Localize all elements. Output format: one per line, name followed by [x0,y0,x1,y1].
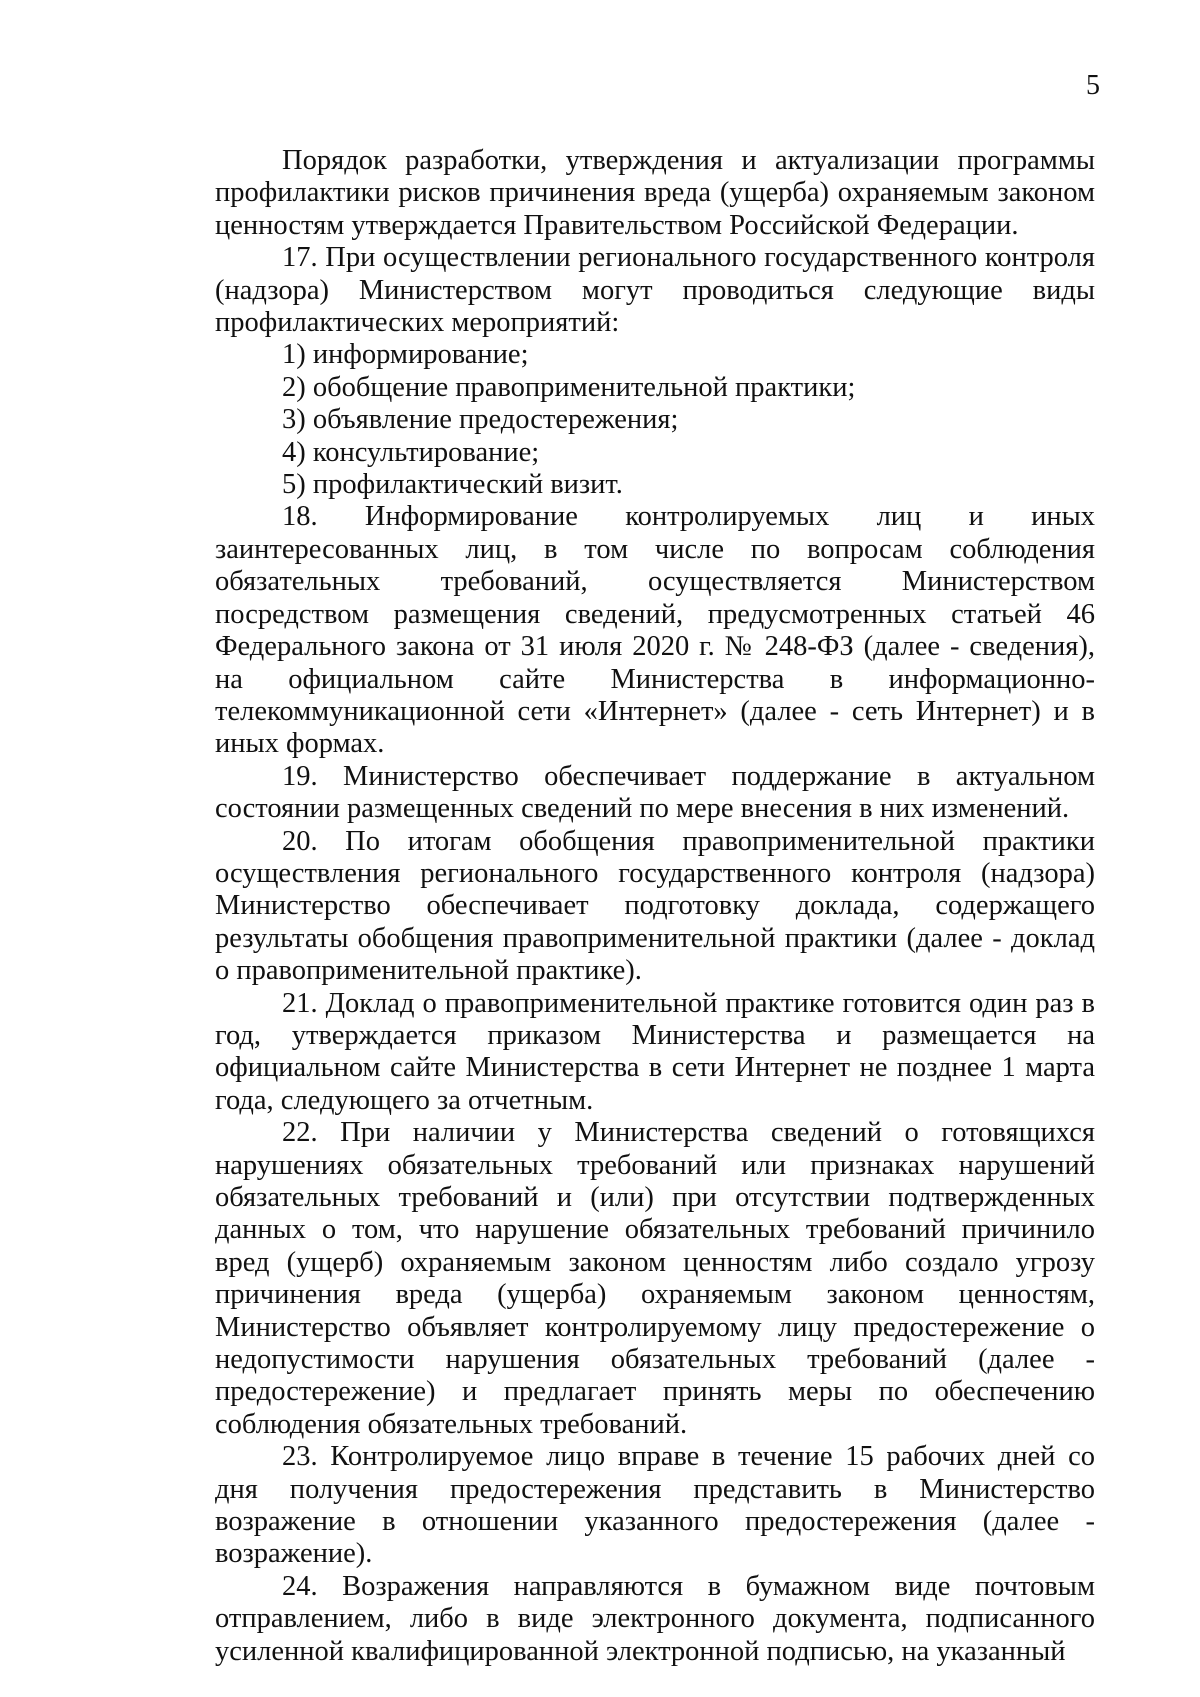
list-item-consulting: 4) консультирование; [282,436,540,468]
paragraph-24: 24. Возражения направляются в бумажном виде почтовым отправлением, либо в виде электронного документа, подписанного усиленной квалифицированной электронной подписью, на указанный [215,1570,1095,1667]
paragraph-19: 19. Министерство обеспечивает поддержание в актуальном состоянии размещенных сведений по мере внесения в них изменений. [215,760,1095,825]
page-number: 5 [1086,70,1100,101]
list-item-warning: 3) объявление предостережения; [282,404,679,436]
paragraph-18: 18. Информирование контролируемых лиц и иных заинтересованных лиц, в том числе по вопросам соблюдения обязательных требований, осуществляется Министерством посредством размещения сведений, предусмотренных статьей 46 Федерального закона от 31 июля 2020 г. № 248-ФЗ (далее - сведения), на официальном сайте Министерства в информационно-телекоммуникационной сети «Интернет» (далее - сеть Интернет) и в иных формах. [215,501,1095,760]
paragraph-22: 22. При наличии у Министерства сведений о готовящихся нарушениях обязательных требований или признаках нарушений обязательных требований и (или) при отсутствии подтвержденных данных о том, что нарушение обязательных требований причинило вред (ущерб) охраняемым законом ценностям либо создало угрозу причинения вреда (ущерба) охраняемым законом ценностям, Министерство объявляет контролируемому лицу предостережение о недопустимости нарушения обязательных требований (далее - предостережение) и предлагает принять меры по обеспечению соблюдения обязательных требований. [215,1117,1095,1440]
paragraph-17: 17. При осуществлении регионального государственного контроля (надзора) Министерством могут проводиться следующие виды профилактических мероприятий: [215,242,1095,339]
list-item-generalization: 2) обобщение правоприменительной практики; [282,371,856,403]
list-item-preventive-visit: 5) профилактический визит. [282,469,623,501]
paragraph-21: 21. Доклад о правоприменительной практике готовится один раз в год, утверждается приказом Министерства и размещается на официальном сайте Министерства в сети Интернет не позднее 1 марта года, следующего за отчетным. [215,987,1095,1116]
list-item-informing: 1) информирование; [282,339,529,371]
document-body [215,145,1095,1668]
paragraph-20: 20. По итогам обобщения правоприменительной практики осуществления регионального государственного контроля (надзора) Министерство обеспечивает подготовку доклада, содержащего результаты обобщения правоприменительной практики (далее - доклад о правоприменительной практике). [215,825,1095,987]
paragraph-23: 23. Контролируемое лицо вправе в течение 15 рабочих дней со дня получения предостережения представить в Министерство возражение в отношении указанного предостережения (далее - возражение). [215,1441,1095,1570]
paragraph-intro: Порядок разработки, утверждения и актуализации программы профилактики рисков причинения вреда (ущерба) охраняемым законом ценностям утверждается Правительством Российской Федерации. [215,145,1095,241]
